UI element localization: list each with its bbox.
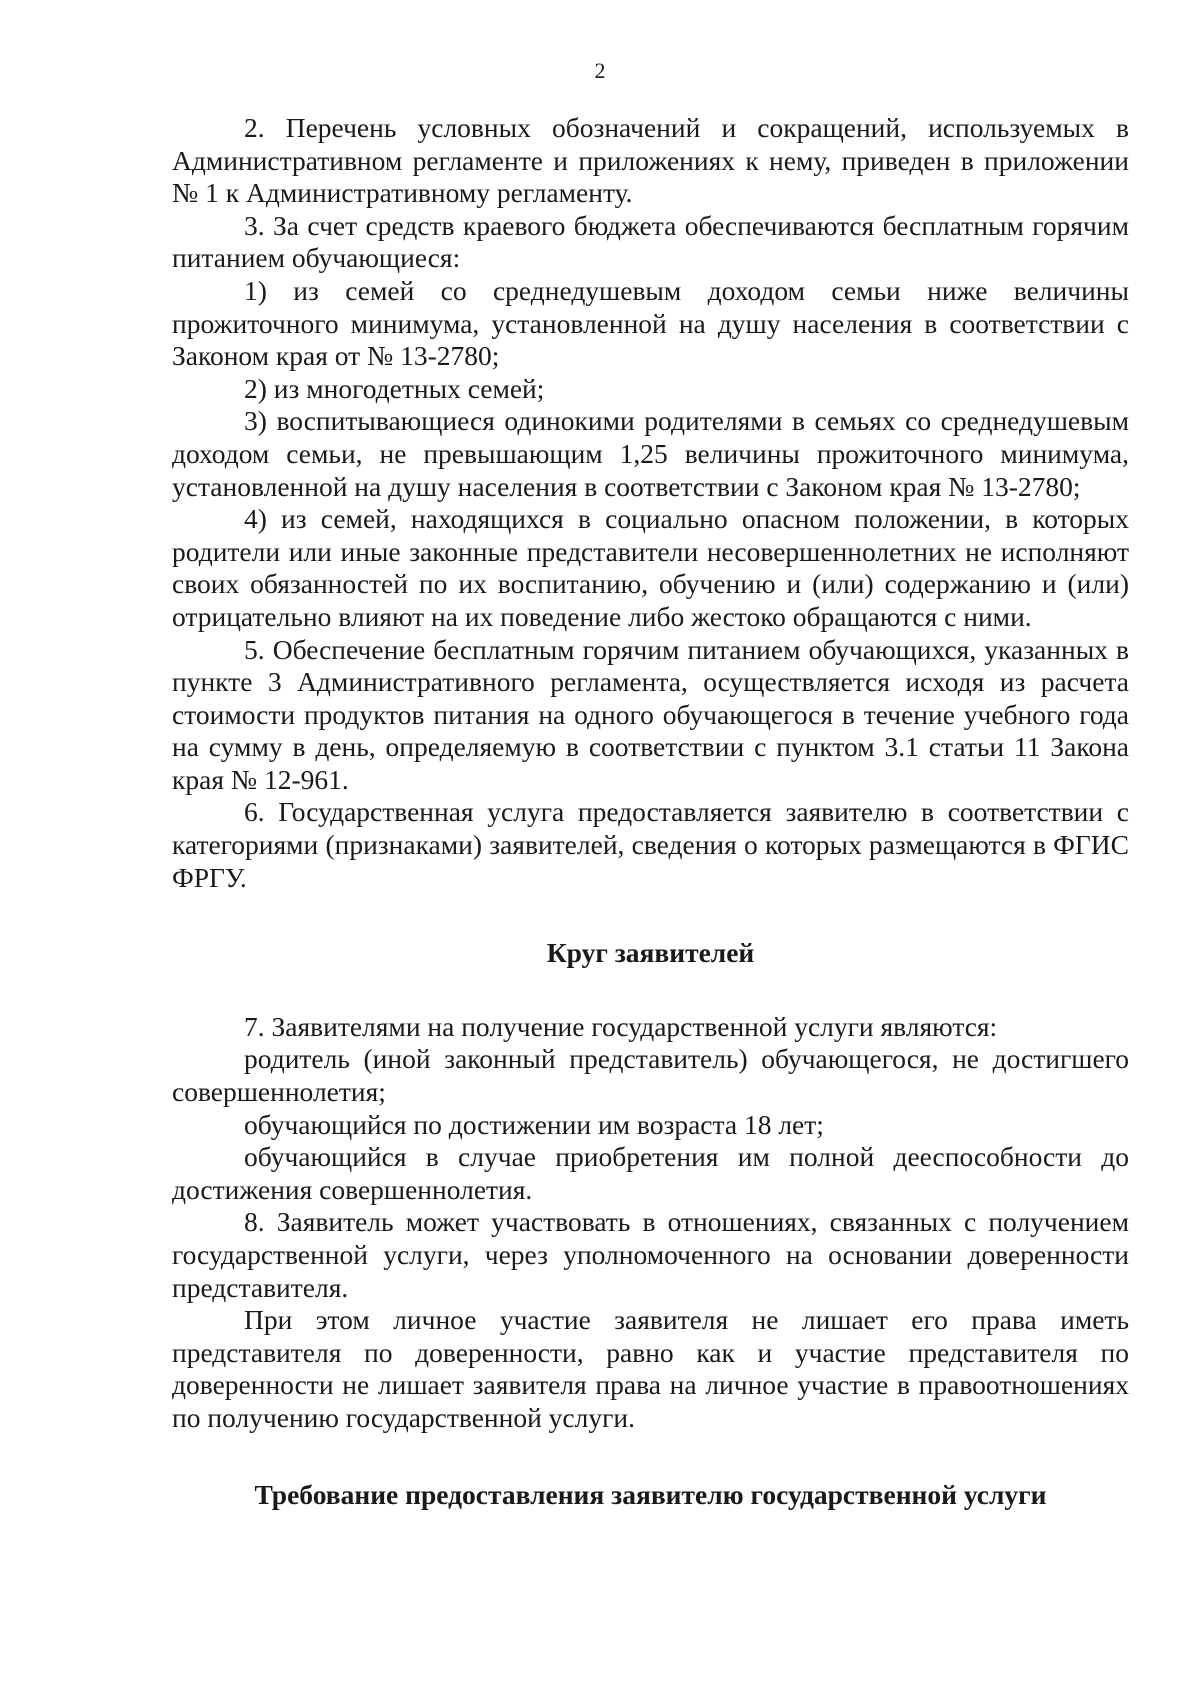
paragraph-7-item-1: родитель (иной законный представитель) обучающегося, не достигшего совершеннолетия; [172, 1043, 1129, 1108]
paragraph-7-item-3: обучающийся в случае приобретения им полной дееспособности до достижения совершеннолетия. [172, 1141, 1129, 1205]
paragraph-3-item-2: 2) из многодетных семей; [244, 372, 545, 404]
page-number: 2 [594, 58, 606, 83]
document-body [172, 112, 1129, 1511]
paragraph-3-item-3: 3) воспитывающиеся одинокими родителями в семьях со среднедушевым доходом семьи, не превышающим 1,25 величины прожиточного минимума, установленной на душу населения в соответствии с Законом края № 13-2780; [172, 405, 1129, 502]
paragraph-8: 8. Заявитель может участвовать в отношениях, связанных с получением государственной услуги, через уполномоченного на основании доверенности представителя. [172, 1206, 1129, 1303]
paragraph-3-item-1: 1) из семей со среднедушевым доходом семьи ниже величины прожиточного минимума, установленной на душу населения в соответствии с Законом края от № 13-2780; [172, 274, 1129, 372]
section-heading-applicants: Круг заявителей [546, 937, 755, 969]
paragraph-3: 3. За счет средств краевого бюджета обеспечиваются бесплатным горячим питанием обучающиеся: [172, 209, 1129, 274]
paragraph-7-item-2: обучающийся по достижении им возраста 18 лет; [244, 1108, 824, 1140]
section-heading-requirement: Требование предоставления заявителю государственной услуги [254, 1478, 1047, 1510]
paragraph-3-item-4: 4) из семей, находящихся в социально опасном положении, в которых родители или иные законные представители несовершеннолетних не исполняют своих обязанностей по их воспитанию, обучению и (или) содержанию и (или) отрицательно влияют на их поведение либо жестоко обращаются с ними. [172, 503, 1129, 632]
paragraph-6: 6. Государственная услуга предоставляется заявителю в соответствии с категориями (признаками) заявителей, сведения о которых размещаются в ФГИС ФРГУ. [172, 796, 1129, 893]
paragraph-7: 7. Заявителями на получение государственной услуги являются: [244, 1010, 998, 1042]
paragraph-2: 2. Перечень условных обозначений и сокращений, используемых в Административном регламенте и приложениях к нему, приведен в приложении № 1 к Административному регламенту. [172, 112, 1129, 209]
paragraph-8-note: При этом личное участие заявителя не лишает его права иметь представителя по доверенности, равно как и участие представителя по доверенности не лишает заявителя права на личное участие в правоотношениях по получению государственной услуги. [172, 1304, 1129, 1433]
paragraph-5: 5. Обеспечение бесплатным горячим питанием обучающихся, указанных в пункте 3 Административного регламента, осуществляется исходя из расчета стоимости продуктов питания на одного обучающегося в течение учебного года на сумму в день, определяемую в соответствии с пунктом 3.1 статьи 11 Закона края № 12-961. [172, 633, 1129, 795]
